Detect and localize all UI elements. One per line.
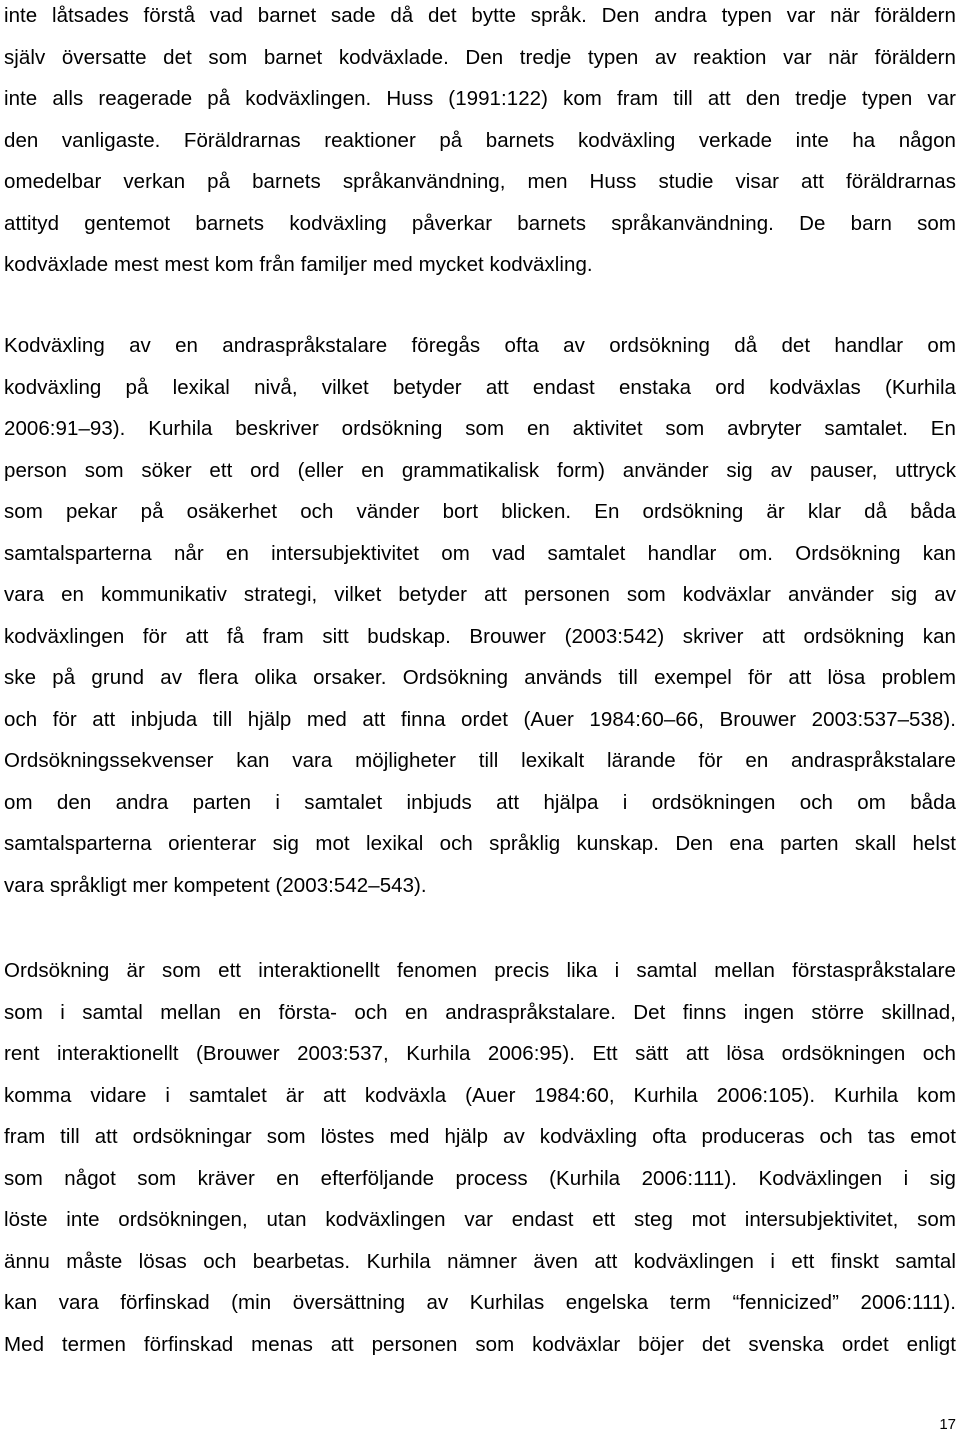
page-number: 17 [939,1416,956,1433]
text-line: vara språkligt mer kompetent (2003:542‒543). [4,873,427,897]
text-line: samtalsparterna når en intersubjektivitet om vad samtalet handlar om. Ordsökning kan [4,541,956,565]
text-line: Kodväxling av en andraspråkstalare föregås ofta av ordsökning då det handlar om [4,334,956,357]
text-line: ske på grund av flera olika orsaker. Ordsökning används till exempel för att lösa problem [4,666,956,689]
paragraph-1 [4,0,956,286]
text-line: kodväxling på lexikal nivå, vilket betyder att endast enstaka ord kodväxlas (Kurhila [4,375,956,399]
text-line: komma vidare i samtalet är att kodväxla (Auer 1984:60, Kurhila 2006:105). Kurhila kom [4,1083,956,1107]
text-line: som i samtal mellan en första- och en andraspråkstalare. Det finns ingen större skillnad, [4,1000,956,1024]
text-line: rent interaktionellt (Brouwer 2003:537, Kurhila 2006:95). Ett sätt att lösa ordsökningen och [4,1042,956,1065]
text-line: kan vara förfinskad (min översättning av Kurhilas engelska term “fennicized” 2006:111). [4,1291,956,1314]
text-line: Med termen förfinskad menas att personen som kodväxlar böjer det svenska ordet enligt [4,1332,956,1356]
text-line: person som söker ett ord (eller en grammatikalisk form) använder sig av pauser, uttryck [4,458,956,482]
text-line: attityd gentemot barnets kodväxling påverkar barnets språkanvändning. De barn som [4,211,956,235]
text-line: som något som kräver en efterföljande process (Kurhila 2006:111). Kodväxlingen i sig [4,1166,956,1190]
text-line: vara en kommunikativ strategi, vilket betyder att personen som kodväxlar använder sig av [4,583,956,606]
paragraph-2 [4,325,956,906]
text-line: själv översatte det som barnet kodväxlade. Den tredje typen av reaktion var när föräldern [4,45,956,69]
text-line: ännu måste lösas och bearbetas. Kurhila nämner även att kodväxlingen i ett finskt samtal [4,1249,956,1273]
text-line: inte alls reagerade på kodväxlingen. Huss (1991:122) kom fram till att den tredje typen var [4,87,956,110]
text-line: 2006:91‒93). Kurhila beskriver ordsökning som en aktivitet som avbryter samtalet. En [4,417,956,440]
text-line: löste inte ordsökningen, utan kodväxlingen var endast ett steg mot intersubjektivitet, som [4,1208,956,1231]
paragraph-3 [4,950,956,1365]
text-line: kodväxlingen för att få fram sitt budskap. Brouwer (2003:542) skriver att ordsökning kan [4,624,956,648]
text-line: omedelbar verkan på barnets språkanvändning, men Huss studie visar att föräldrarnas [4,170,956,193]
text-line: fram till att ordsökningar som löstes med hjälp av kodväxling ofta produceras och tas emot [4,1125,956,1148]
text-line: som pekar på osäkerhet och vänder bort blicken. En ordsökning är klar då båda [4,500,956,523]
text-line: inte låtsades förstå vad barnet sade då det bytte språk. Den andra typen var när föräldern [4,4,956,27]
text-line: och för att inbjuda till hjälp med att finna ordet (Auer 1984:60‒66, Brouwer 2003:537‒538). [4,707,956,731]
text-line: Ordsökningssekvenser kan vara möjligheter till lexikalt lärande för en andraspråkstalare [4,749,956,772]
text-line: om den andra parten i samtalet inbjuds att hjälpa i ordsökningen och om båda [4,790,956,814]
text-line: Ordsökning är som ett interaktionellt fenomen precis lika i samtal mellan förstaspråkstalare [4,959,956,982]
text-line: samtalsparterna orienterar sig mot lexikal och språklig kunskap. Den ena parten skall helst [4,832,956,855]
text-line: kodväxlade mest mest kom från familjer med mycket kodväxling. [4,253,593,276]
text-line: den vanligaste. Föräldrarnas reaktioner på barnets kodväxling verkade inte ha någon [4,128,956,152]
